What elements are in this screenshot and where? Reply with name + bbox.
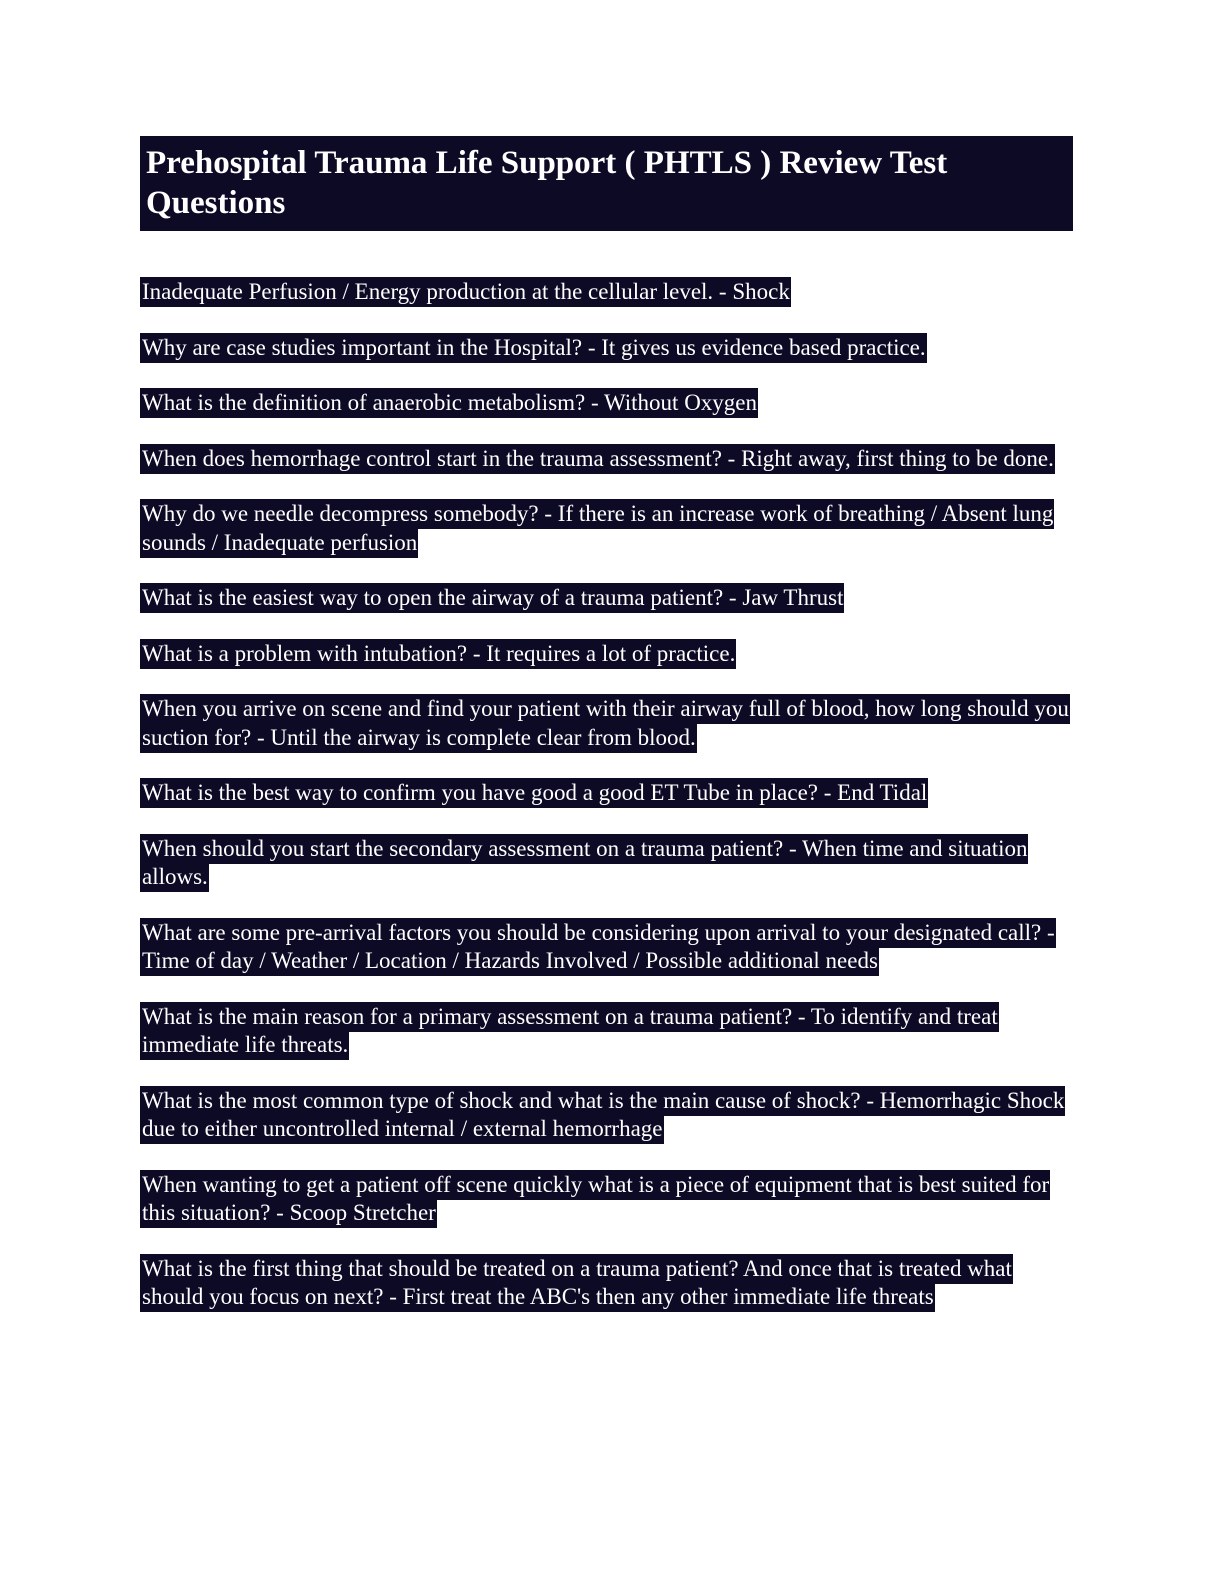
page-title: Prehospital Trauma Life Support ( PHTLS ) Review Test Questions bbox=[140, 136, 1073, 231]
qa-text: When wanting to get a patient off scene quickly what is a piece of equipment that is best suited for this situation? - Scoop Stretcher bbox=[140, 1170, 1050, 1229]
qa-text: What is the definition of anaerobic metabolism? - Without Oxygen bbox=[140, 388, 758, 418]
list-item bbox=[140, 919, 1074, 976]
list-item bbox=[140, 1255, 1074, 1312]
qa-text: Why are case studies important in the Hospital? - It gives us evidence based practice. bbox=[140, 333, 927, 363]
list-item bbox=[140, 334, 1074, 363]
qa-text: What is a problem with intubation? - It requires a lot of practice. bbox=[140, 639, 736, 669]
list-item bbox=[140, 445, 1074, 474]
title-body-spacer bbox=[140, 231, 1074, 278]
list-item bbox=[140, 779, 1074, 808]
list-item bbox=[140, 640, 1074, 669]
qa-text: When you arrive on scene and find your patient with their airway full of blood, how long should you suction for? - Until the airway is complete clear from blood. bbox=[140, 694, 1070, 753]
list-item bbox=[140, 1003, 1074, 1060]
qa-text: What are some pre-arrival factors you should be considering upon arrival to your designated call? - Time of day / Weather / Location / Hazards Involved / Possible additional needs bbox=[140, 918, 1056, 977]
qa-text: When does hemorrhage control start in the trauma assessment? - Right away, first thing to be done. bbox=[140, 444, 1055, 474]
list-item bbox=[140, 695, 1074, 752]
document-content bbox=[140, 136, 1074, 1312]
qa-list bbox=[140, 278, 1074, 1312]
list-item bbox=[140, 389, 1074, 418]
list-item bbox=[140, 1087, 1074, 1144]
list-item bbox=[140, 500, 1074, 557]
list-item bbox=[140, 278, 1074, 307]
qa-text: What is the most common type of shock and what is the main cause of shock? - Hemorrhagic Shock due to either uncontrolled internal / external hemorrhage bbox=[140, 1086, 1065, 1145]
qa-text: Inadequate Perfusion / Energy production at the cellular level. - Shock bbox=[140, 277, 791, 307]
qa-text: What is the best way to confirm you have good a good ET Tube in place? - End Tidal bbox=[140, 778, 928, 808]
qa-text: What is the first thing that should be treated on a trauma patient? And once that is treated what should you focus on next? - First treat the ABC's then any other immediate life threats bbox=[140, 1254, 1013, 1313]
qa-text: What is the easiest way to open the airway of a trauma patient? - Jaw Thrust bbox=[140, 583, 844, 613]
qa-text: Why do we needle decompress somebody? - If there is an increase work of breathing / Absent lung sounds / Inadequate perfusion bbox=[140, 499, 1054, 558]
list-item bbox=[140, 584, 1074, 613]
qa-text: What is the main reason for a primary assessment on a trauma patient? - To identify and treat immediate life threats. bbox=[140, 1002, 999, 1061]
list-item bbox=[140, 835, 1074, 892]
qa-text: When should you start the secondary assessment on a trauma patient? - When time and situation allows. bbox=[140, 834, 1028, 893]
list-item bbox=[140, 1171, 1074, 1228]
